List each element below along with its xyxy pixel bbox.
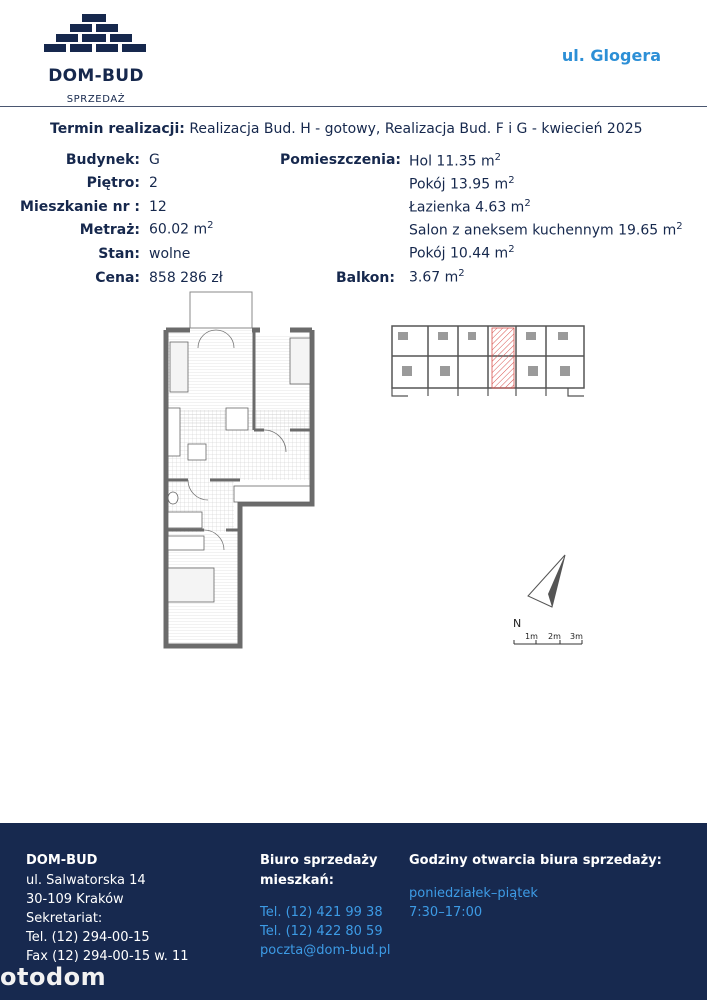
- status-value: wolne: [149, 246, 191, 262]
- otodom-watermark: otodom: [0, 963, 107, 991]
- opening-hours-time: 7:30–17:00: [409, 905, 483, 920]
- sales-office-title: Biuro sprzedaży: [260, 853, 378, 868]
- company-logo: [40, 14, 152, 105]
- north-label: N: [513, 617, 522, 630]
- building-key-plan: [388, 318, 588, 400]
- opening-hours-days: poniedziałek–piątek: [409, 886, 538, 901]
- rooms-label: Pomieszczenia:: [280, 152, 401, 168]
- balcony-value: 3.67 $m^2$: [409, 268, 465, 286]
- footer-secretariat-label: Sekretariat:: [26, 911, 103, 926]
- completion-date: [50, 121, 643, 137]
- room-item: Hol 11.35 $m^2$: [409, 152, 501, 170]
- room-item: Łazienka 4.63 $m^2$: [409, 198, 531, 216]
- area-value: 60.02 $m^2$: [149, 220, 214, 238]
- sales-phone-1-link[interactable]: Tel. (12) 421 99 38: [260, 905, 383, 920]
- footer-fax: Fax (12) 294-00-15 w. 11: [26, 949, 189, 964]
- apartment-number-value: 12: [149, 199, 167, 215]
- header-divider: [0, 106, 707, 107]
- floor-plan: [160, 290, 320, 652]
- sales-email-link[interactable]: poczta@dom-bud.pl: [260, 943, 391, 958]
- footer-company: DOM-BUD: [26, 853, 98, 868]
- balcony-label: Balkon:: [335, 270, 395, 286]
- price-label: Cena:: [95, 270, 140, 286]
- completion-date-value: Realizacja Bud. H - gotowy, Realizacja Bud. F i G - kwiecień 2025: [189, 121, 643, 137]
- room-item: Pokój 13.95 $m^2$: [409, 175, 515, 193]
- north-arrow-and-scale: [508, 550, 588, 650]
- street-name: ul. Glogera: [561, 46, 661, 65]
- opening-hours-title: Godziny otwarcia biura sprzedaży:: [409, 853, 662, 868]
- floor-label: Piętro:: [86, 175, 140, 191]
- room-item: Salon z aneksem kuchennym 19.65 $m^2$: [409, 221, 683, 239]
- bricks-logo-icon: [42, 14, 150, 56]
- logo-title: DOM-BUD: [48, 66, 144, 86]
- area-label: Metraż:: [79, 222, 140, 238]
- completion-date-label: Termin realizacji:: [50, 121, 185, 137]
- scale-label-2m: 2m: [548, 632, 561, 641]
- apartment-number-label: Mieszkanie nr :: [20, 199, 140, 215]
- logo-subtitle: SPRZEDAŻ: [66, 94, 126, 105]
- footer-address-city: 30-109 Kraków: [26, 892, 124, 907]
- footer-address-street: ul. Salwatorska 14: [26, 873, 146, 888]
- scale-label-3m: 3m: [570, 632, 583, 641]
- footer-phone: Tel. (12) 294-00-15: [26, 930, 150, 945]
- price-value: 858 286 zł: [149, 270, 223, 286]
- scale-label-1m: 1m: [525, 632, 538, 641]
- status-label: Stan:: [98, 246, 140, 262]
- sales-office-title-2: mieszkań:: [260, 873, 334, 888]
- building-label: Budynek:: [65, 152, 140, 168]
- sales-phone-2-link[interactable]: Tel. (12) 422 80 59: [260, 924, 383, 939]
- building-value: G: [149, 152, 160, 168]
- room-item: Pokój 10.44 $m^2$: [409, 244, 515, 262]
- floor-value: 2: [149, 175, 158, 191]
